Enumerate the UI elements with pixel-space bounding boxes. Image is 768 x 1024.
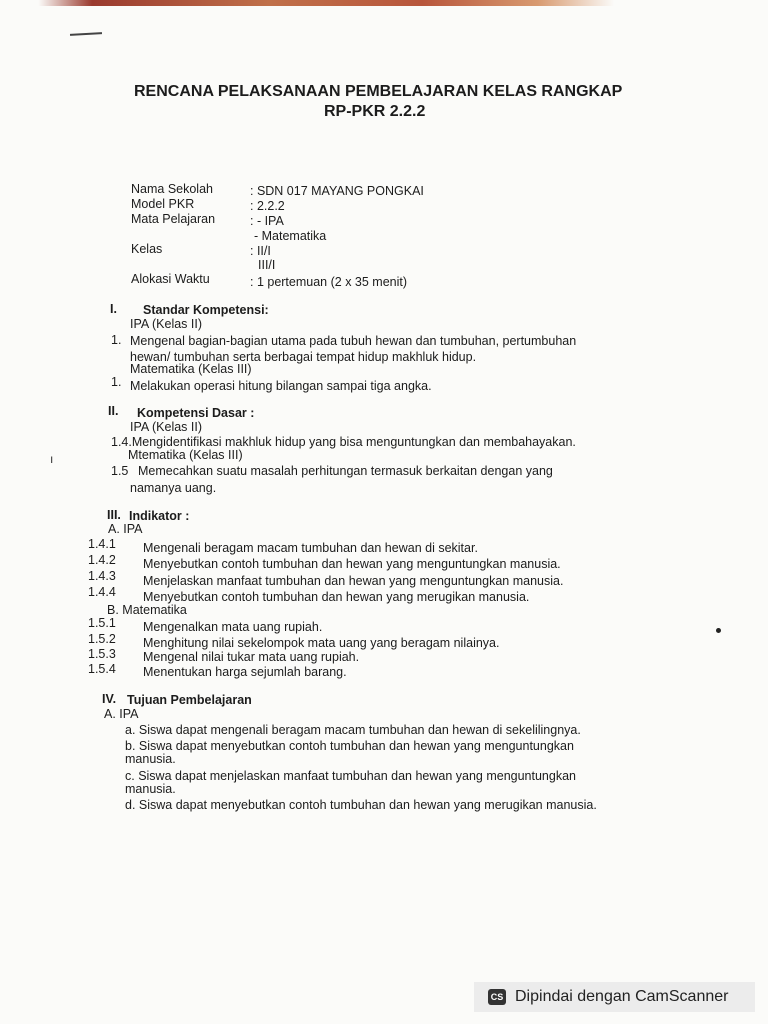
- school-label: Nama Sekolah: [131, 182, 213, 196]
- objective-b-line-1: b. Siswa dapat menyebutkan contoh tumbuhan dan hewan yang menguntungkan: [125, 739, 574, 753]
- section-1-number: I.: [110, 302, 117, 316]
- section-2-item-1: 1.4.Mengidentifikasi makhluk hidup yang bisa menguntungkan dan membahayakan.: [111, 435, 576, 449]
- document-title: RENCANA PELAKSANAAN PEMBELAJARAN KELAS RANGKAP: [134, 83, 623, 100]
- indicator-text: Mengenali beragam macam tumbuhan dan hewan di sekitar.: [143, 541, 478, 555]
- class-label: Kelas: [131, 242, 163, 256]
- section-1-title: Standar Kompetensi:: [143, 303, 269, 317]
- ink-dot: [716, 628, 721, 633]
- indicator-number: 1.4.4: [88, 585, 116, 599]
- section-2-item-2-line-2: namanya uang.: [130, 481, 217, 495]
- objective-b-line-2: manusia.: [125, 752, 176, 766]
- section-2-item-2-line-1: Memecahkan suatu masalah perhitungan termasuk berkaitan dengan yang: [138, 464, 553, 478]
- section-4-ipa-label: A. IPA: [104, 707, 139, 721]
- indicator-number: 1.5.3: [88, 647, 116, 661]
- section-1-item-2-number: 1.: [111, 375, 122, 389]
- class-value-1: : II/I: [250, 244, 271, 258]
- section-1-item-1-number: 1.: [111, 333, 122, 347]
- section-3-number: III.: [107, 508, 121, 522]
- margin-mark: ı: [50, 452, 54, 466]
- model-value: : 2.2.2: [250, 199, 285, 213]
- indicator-text: Mengenalkan mata uang rupiah.: [143, 620, 323, 634]
- subject-value-ipa: : - IPA: [250, 214, 284, 228]
- section-3-math-label: B. Matematika: [107, 603, 187, 617]
- section-2-item-2-number: 1.5: [111, 464, 129, 478]
- section-2-title: Kompetensi Dasar :: [137, 406, 255, 420]
- section-1-item-1-line-2: hewan/ tumbuhan serta berbagai tempat hidup makhluk hidup.: [130, 350, 477, 364]
- indicator-number: 1.5.2: [88, 632, 116, 646]
- section-1-item-1-line-1: Mengenal bagian-bagian utama pada tubuh hewan dan tumbuhan, pertumbuhan: [130, 334, 577, 348]
- section-1-math-label: Matematika (Kelas III): [130, 362, 252, 376]
- indicator-text: Menjelaskan manfaat tumbuhan dan hewan yang menguntungkan manusia.: [143, 574, 564, 588]
- time-value: : 1 pertemuan (2 x 35 menit): [250, 275, 408, 289]
- indicator-text: Menyebutkan contoh tumbuhan dan hewan yang merugikan manusia.: [143, 590, 530, 604]
- section-2-math-label: Mtematika (Kelas III): [128, 448, 243, 462]
- objective-d: d. Siswa dapat menyebutkan contoh tumbuhan dan hewan yang merugikan manusia.: [125, 798, 597, 812]
- camscanner-text: Dipindai dengan CamScanner: [515, 988, 729, 1005]
- objective-c-line-1: c. Siswa dapat menjelaskan manfaat tumbuhan dan hewan yang menguntungkan: [125, 769, 576, 783]
- torn-edge-strip: [0, 0, 768, 6]
- section-2-number: II.: [108, 404, 119, 418]
- indicator-number: 1.4.3: [88, 569, 116, 583]
- indicator-text: Mengenal nilai tukar mata uang rupiah.: [143, 650, 360, 664]
- section-3-ipa-label: A. IPA: [108, 522, 143, 536]
- objective-c-line-2: manusia.: [125, 782, 176, 796]
- subject-label: Mata Pelajaran: [131, 212, 216, 226]
- section-4-title: Tujuan Pembelajaran: [127, 693, 252, 707]
- camscanner-watermark: [474, 982, 755, 1012]
- indicator-number: 1.5.1: [88, 616, 116, 630]
- indicator-number: 1.4.2: [88, 553, 116, 567]
- camscanner-logo-icon: CS: [488, 989, 506, 1005]
- model-label: Model PKR: [131, 197, 195, 211]
- section-1-ipa-label: IPA (Kelas II): [130, 317, 203, 331]
- time-label: Alokasi Waktu: [131, 272, 210, 286]
- section-1-item-2: Melakukan operasi hitung bilangan sampai tiga angka.: [130, 379, 432, 393]
- class-value-2: III/I: [258, 258, 276, 272]
- section-3-title: Indikator :: [129, 509, 190, 523]
- objective-a: a. Siswa dapat mengenali beragam macam tumbuhan dan hewan di sekelilingnya.: [125, 723, 581, 737]
- pen-mark: [70, 32, 102, 36]
- section-2-ipa-label: IPA (Kelas II): [130, 420, 203, 434]
- indicator-text: Menghitung nilai sekelompok mata uang yang beragam nilainya.: [143, 636, 500, 650]
- document-subtitle: RP-PKR 2.2.2: [324, 103, 426, 120]
- section-4-number: IV.: [102, 692, 117, 706]
- indicator-text: Menyebutkan contoh tumbuhan dan hewan yang menguntungkan manusia.: [143, 557, 561, 571]
- indicator-text: Menentukan harga sejumlah barang.: [143, 665, 347, 679]
- indicator-number: 1.5.4: [88, 662, 116, 676]
- indicator-number: 1.4.1: [88, 537, 116, 551]
- subject-value-math: - Matematika: [254, 229, 327, 243]
- school-value: : SDN 017 MAYANG PONGKAI: [250, 184, 424, 198]
